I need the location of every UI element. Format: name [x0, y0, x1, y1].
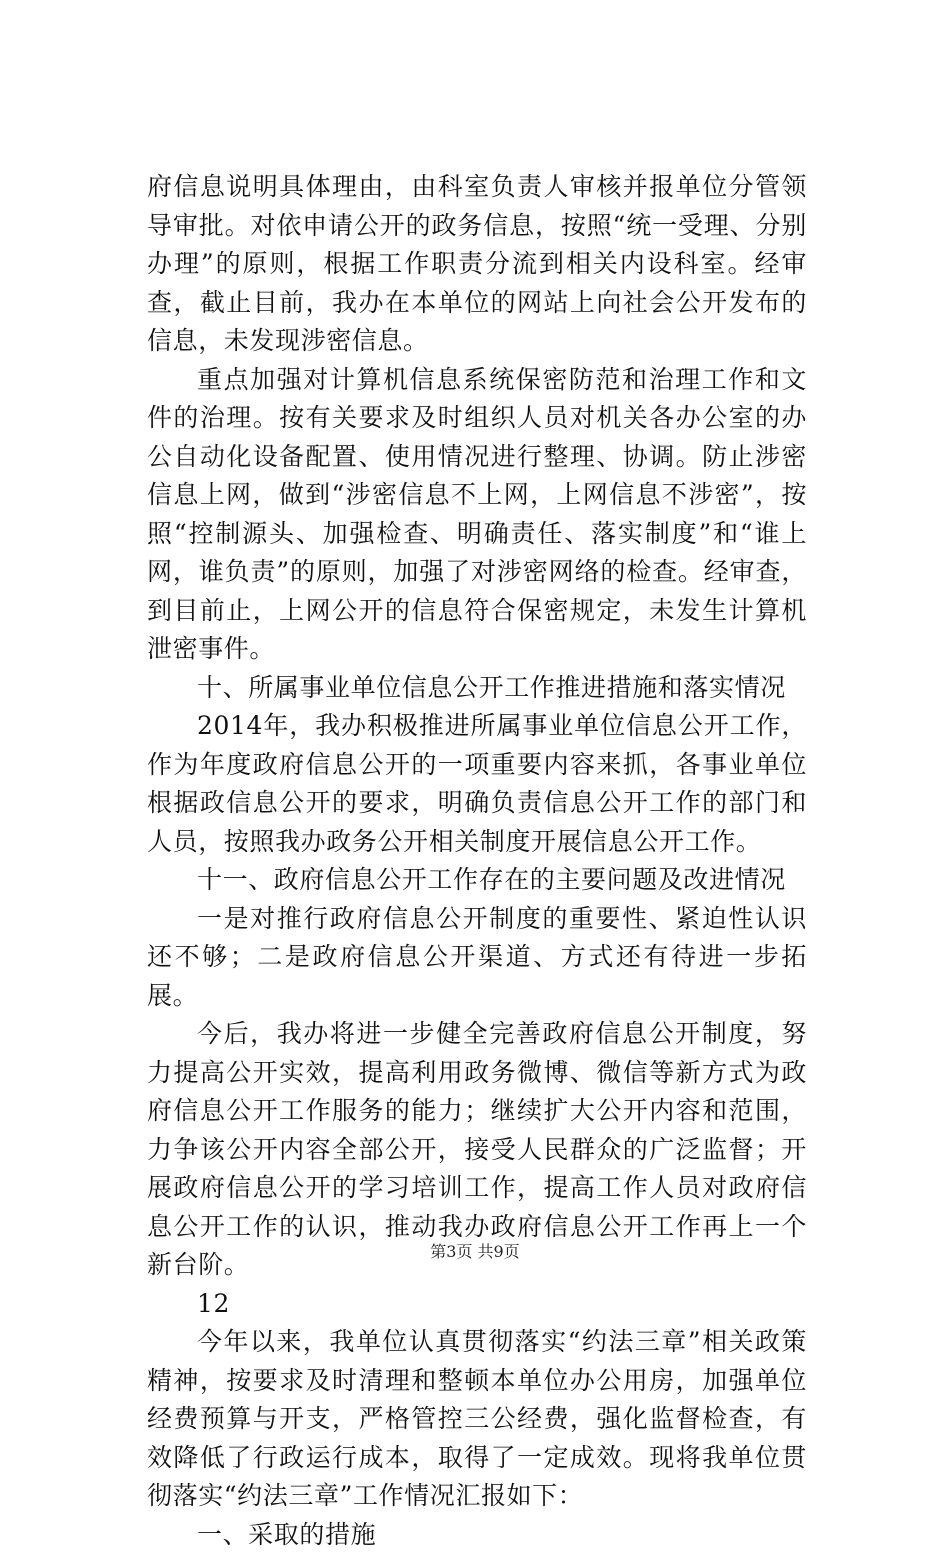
paragraph-6: 今年以来，我单位认真贯彻落实“约法三章”相关政策精神，按要求及时清理和整顿本单位办公用房，加强单位经费预算与开支，严格管控三公经费，强化监督检查，有效降低了行政运行成本，取得了一定成效。现将我单位贯彻落实“约法三章”工作情况汇报如下： — [147, 1323, 807, 1516]
paragraph-5: 今后，我办将进一步健全完善政府信息公开制度，努力提高公开实效，提高利用政务微博、微信等新方式为政府信息公开工作服务的能力；继续扩大公开内容和范围，力争该公开内容全部公开，接受人民群众的广泛监督；开展政府信息公开的学习培训工作，提高工作人员对政府信息公开工作的认识，推动我办政府信息公开工作再上一个新台阶。 — [147, 1015, 807, 1285]
section-heading-1: 一、采取的措施 — [147, 1516, 807, 1554]
paragraph-4: 一是对推行政府信息公开制度的重要性、紧迫性认识还不够；二是政府信息公开渠道、方式还有待进一步拓展。 — [147, 900, 807, 1016]
section-heading-11: 十一、政府信息公开工作存在的主要问题及改进情况 — [147, 861, 807, 900]
paragraph-number: 12 — [147, 1285, 807, 1324]
page-footer: 第3页 共9页 — [0, 1241, 950, 1263]
paragraph-1: 府信息说明具体理由，由科室负责人审核并报单位分管领导审批。对依申请公开的政务信息，按照“统一受理、分别办理”的原则，根据工作职责分流到相关内设科室。经审查，截止目前，我办在本单位的网站上向社会公开发布的信息，未发现涉密信息。 — [147, 168, 807, 361]
document-body — [147, 168, 807, 1554]
section-heading-10: 十、所属事业单位信息公开工作推进措施和落实情况 — [147, 669, 807, 708]
paragraph-2: 重点加强对计算机信息系统保密防范和治理工作和文件的治理。按有关要求及时组织人员对机关各办公室的办公自动化设备配置、使用情况进行整理、协调。防止涉密信息上网，做到“涉密信息不上网，上网信息不涉密”，按照“控制源头、加强检查、明确责任、落实制度”和“谁上网，谁负责”的原则，加强了对涉密网络的检查。经审查，到目前止，上网公开的信息符合保密规定，未发生计算机泄密事件。 — [147, 361, 807, 669]
paragraph-3: 2014年，我办积极推进所属事业单位信息公开工作，作为年度政府信息公开的一项重要内容来抓，各事业单位根据政信息公开的要求，明确负责信息公开工作的部门和人员，按照我办政务公开相关制度开展信息公开工作。 — [147, 707, 807, 861]
